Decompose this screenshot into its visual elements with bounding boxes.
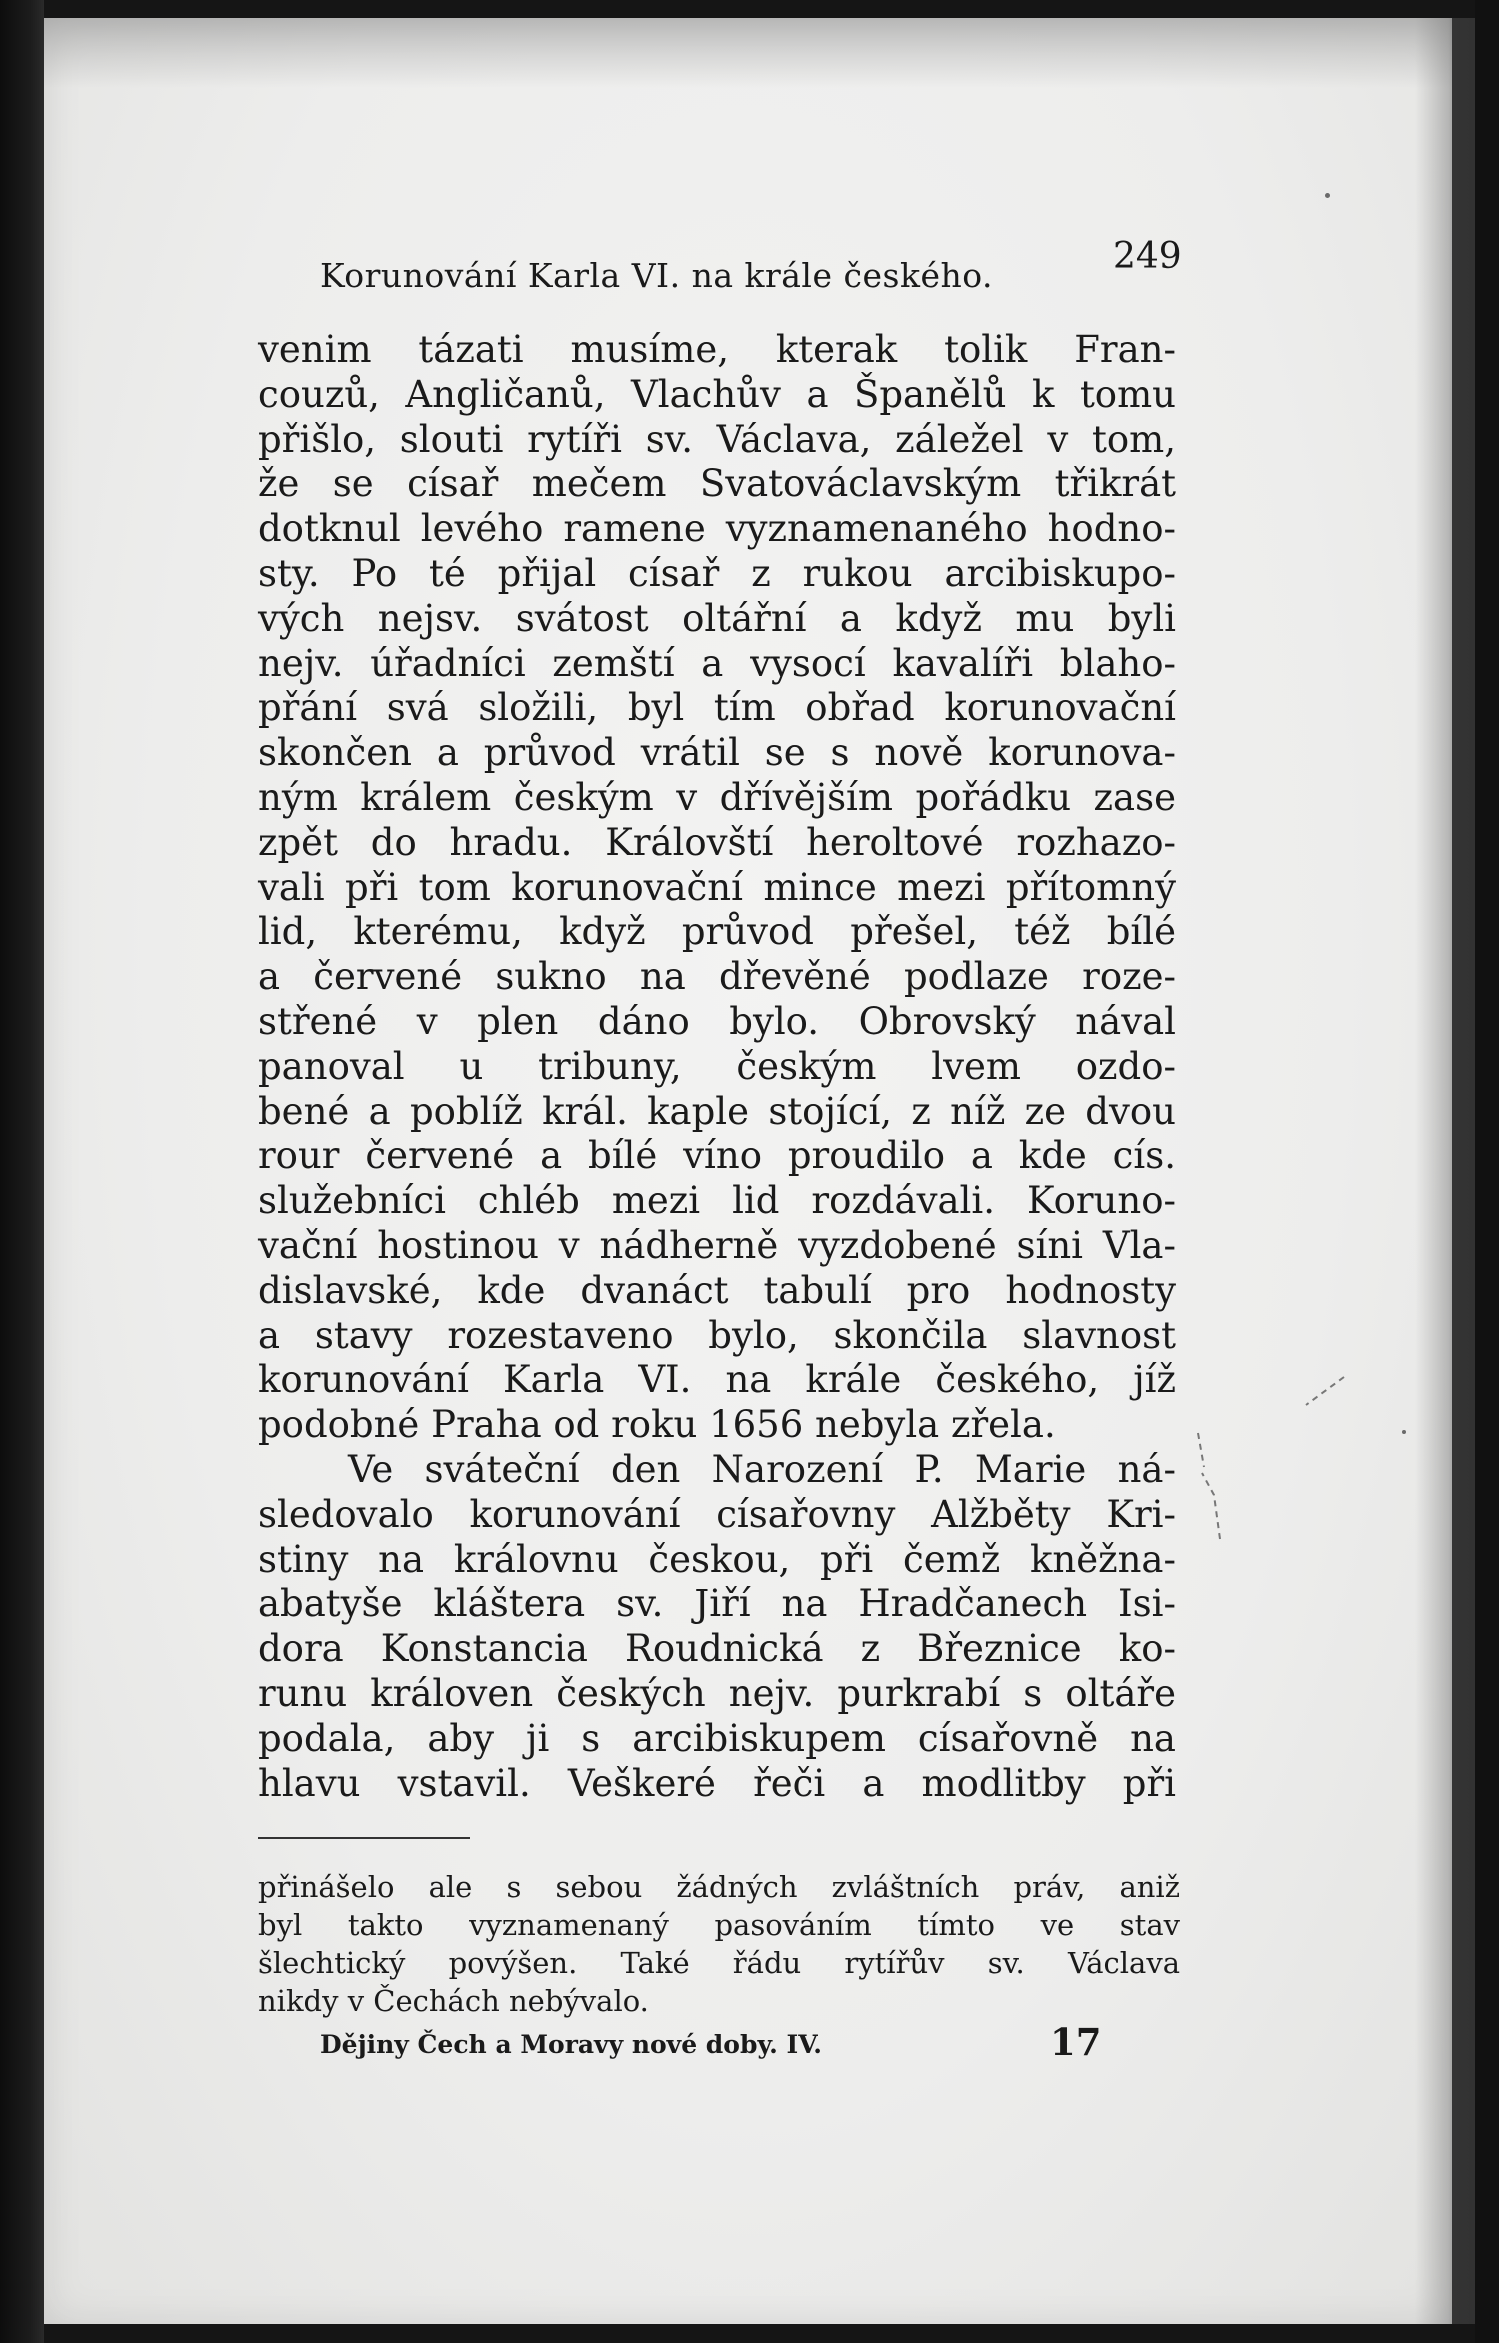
body-line: dora Konstancia Roudnická z Březnice ko- [258, 1627, 1176, 1671]
scan-border-right [1475, 0, 1499, 2343]
body-line: bené a poblíž král. kaple stojící, z níž ze dvou [258, 1089, 1176, 1133]
body-line: sty. Po té přijal císař z rukou arcibiskupo- [258, 551, 1176, 595]
body-line: couzů, Angličanů, Vlachův a Španělů k tomu [258, 372, 1176, 416]
paragraph-first-line: Ve sváteční den Narození P. Marie ná- [348, 1447, 1176, 1491]
body-line: střené v plen dáno bylo. Obrovský nával [258, 999, 1176, 1043]
body-line: podala, aby ji s arcibiskupem císařovně na [258, 1716, 1176, 1760]
sheet-number: 17 [1050, 2020, 1102, 2064]
body-line: stiny na královnu českou, při čemž kněžna- [258, 1537, 1176, 1581]
body-line: panoval u tribuny, českým lvem ozdo- [258, 1044, 1176, 1088]
body-line: že se císař mečem Svatováclavským třikrát [258, 462, 1176, 506]
footnote-line: přinášelo ale s sebou žádných zvláštních práv, aniž [258, 1870, 1180, 1904]
body-line: dislavské, kde dvanáct tabulí pro hodnosty [258, 1268, 1176, 1312]
body-line: korunování Karla VI. na krále českého, jíž [258, 1358, 1176, 1402]
dust-speck [1402, 1430, 1406, 1434]
footnote-divider [258, 1837, 470, 1839]
running-head: Korunování Karla VI. na krále českého. [320, 256, 994, 295]
body-line: abatyše kláštera sv. Jiří na Hradčanech Isi- [258, 1582, 1176, 1626]
paper-top-shadow [44, 18, 1452, 88]
body-line: sledovalo korunování císařovny Alžběty Kri- [258, 1492, 1176, 1536]
body-line: skončen a průvod vrátil se s nově korunova- [258, 731, 1176, 775]
body-line: a červené sukno na dřevěné podlaze roze- [258, 955, 1176, 999]
body-line: ným králem českým v dřívějším pořádku zase [258, 775, 1176, 819]
body-line: lid, kterému, když průvod přešel, též bílé [258, 910, 1176, 954]
body-line: přišlo, slouti rytíři sv. Václava, záležel v tom, [258, 417, 1176, 461]
paper-right-edge [1415, 18, 1475, 2324]
body-line: hlavu vstavil. Veškeré řeči a modlitby při [258, 1761, 1176, 1805]
body-line: přání svá složili, byl tím obřad korunovační [258, 686, 1176, 730]
scan-border-left [0, 0, 44, 2343]
dust-speck [1325, 193, 1330, 198]
body-line: nejv. úřadníci zemští a vysocí kavalíři blaho- [258, 641, 1176, 685]
body-line: vých nejsv. svátost oltářní a když mu byli [258, 596, 1176, 640]
footnote-line: nikdy v Čechách nebývalo. [258, 1984, 649, 2018]
body-line: venim tázati musíme, kterak tolik Fran- [258, 328, 1176, 371]
body-line: a stavy rozestaveno bylo, skončila slavnost [258, 1313, 1176, 1357]
signature-line: Dějiny Čech a Moravy nové doby. IV. [320, 2030, 822, 2059]
body-line: rour červené a bílé víno proudilo a kde cís. [258, 1134, 1176, 1178]
body-line: runu královen českých nejv. purkrabí s oltáře [258, 1671, 1176, 1715]
body-text [258, 328, 1176, 1806]
body-line: služebníci chléb mezi lid rozdávali. Koruno- [258, 1179, 1176, 1223]
pencil-bracket-mark [1196, 1375, 1356, 1545]
page-number: 249 [1113, 236, 1182, 277]
body-line: vali při tom korunovační mince mezi přítomný [258, 865, 1176, 909]
body-line: zpět do hradu. Královští heroltové rozhazo- [258, 820, 1176, 864]
footnote-line: byl takto vyznamenaný pasováním tímto ve stav [258, 1908, 1180, 1942]
footnote-text [258, 1868, 1180, 2020]
body-line: vační hostinou v nádherně vyzdobené síni Vla- [258, 1223, 1176, 1267]
footnote-line: šlechtický povýšen. Také řádu rytířův sv. Václava [258, 1946, 1180, 1980]
body-line: podobné Praha od roku 1656 nebyla zřela. [258, 1403, 1056, 1447]
body-line: dotknul levého ramene vyznamenaného hodno- [258, 507, 1176, 551]
